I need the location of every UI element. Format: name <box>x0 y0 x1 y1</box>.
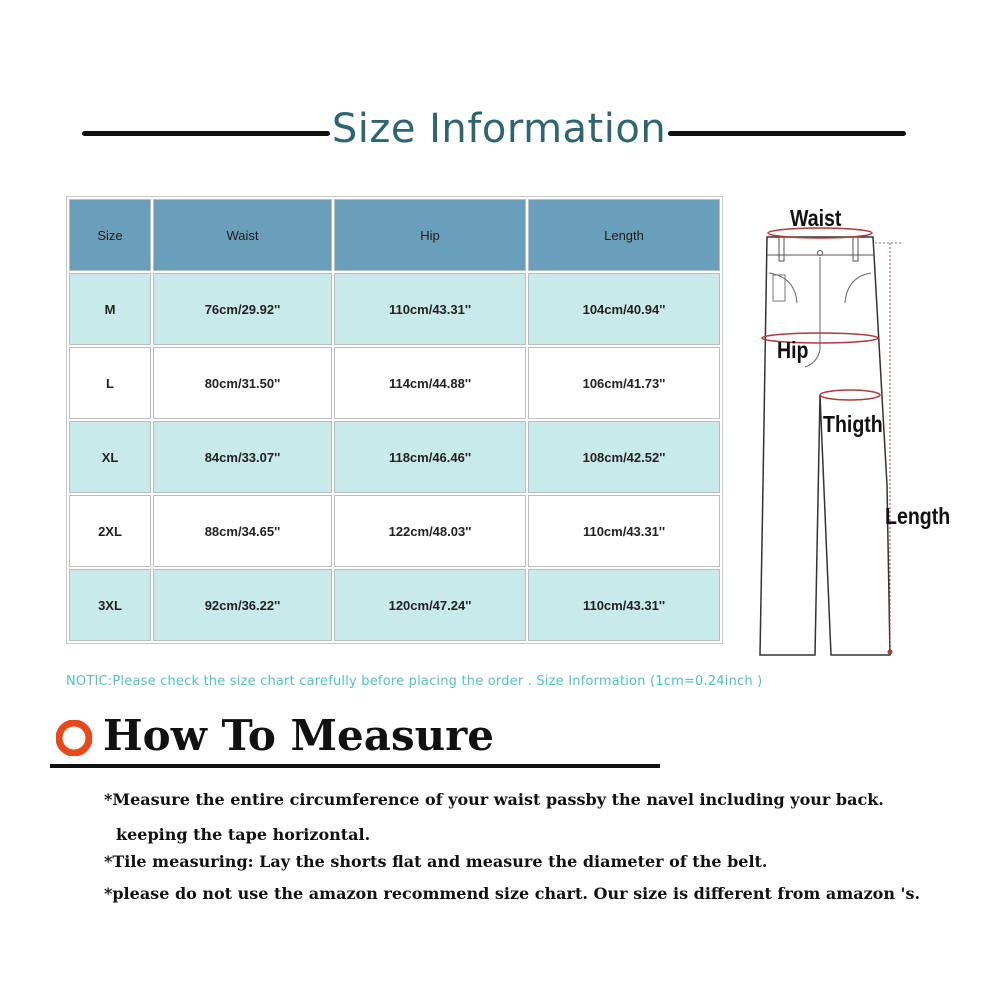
cell-length: 110cm/43.31'' <box>528 495 720 567</box>
cell-length: 108cm/42.52'' <box>528 421 720 493</box>
page-title: Size Information <box>331 106 667 152</box>
header-waist: Waist <box>153 199 332 271</box>
diagram-label-waist: Waist <box>790 205 842 231</box>
table-header-row <box>69 199 720 271</box>
table-row <box>69 495 720 567</box>
how-to-measure-header <box>50 705 670 775</box>
header-length: Length <box>528 199 720 271</box>
diagram-label-hip: Hip <box>777 337 809 363</box>
cell-waist: 92cm/36.22'' <box>153 569 332 641</box>
cell-size: 2XL <box>69 495 151 567</box>
table-row <box>69 273 720 345</box>
title-divider-left <box>82 131 330 136</box>
cell-hip: 114cm/44.88'' <box>334 347 526 419</box>
table-row <box>69 347 720 419</box>
cell-waist: 76cm/29.92'' <box>153 273 332 345</box>
header-size: Size <box>69 199 151 271</box>
how-to-underline <box>50 764 660 768</box>
table-row <box>69 421 720 493</box>
cell-waist: 88cm/34.65'' <box>153 495 332 567</box>
title-divider-right <box>668 131 906 136</box>
cell-hip: 120cm/47.24'' <box>334 569 526 641</box>
cell-length: 106cm/41.73'' <box>528 347 720 419</box>
table-row <box>69 569 720 641</box>
instruction-line: *Tile measuring: Lay the shorts flat and measure the diameter of the belt. <box>104 852 768 871</box>
cell-size: 3XL <box>69 569 151 641</box>
size-notice: NOTIC:Please check the size chart carefully before placing the order . Size Information (1cm=0.24inch ) <box>66 674 763 689</box>
header-hip: Hip <box>334 199 526 271</box>
cell-size: M <box>69 273 151 345</box>
cell-hip: 118cm/46.46'' <box>334 421 526 493</box>
cell-hip: 110cm/43.31'' <box>334 273 526 345</box>
cell-size: L <box>69 347 151 419</box>
diagram-label-thigh: Thigth <box>823 411 883 437</box>
pants-measurement-diagram <box>735 185 960 665</box>
circle-bullet-icon <box>56 720 92 756</box>
cell-waist: 84cm/33.07'' <box>153 421 332 493</box>
instruction-line: *please do not use the amazon recommend size chart. Our size is different from amazon 's. <box>104 884 921 903</box>
cell-hip: 122cm/48.03'' <box>334 495 526 567</box>
cell-length: 110cm/43.31'' <box>528 569 720 641</box>
how-to-measure-title: How To Measure <box>103 711 495 760</box>
instruction-line: keeping the tape horizontal. <box>116 825 371 844</box>
instruction-line: *Measure the entire circumference of your waist passby the navel including your back. <box>104 790 884 809</box>
cell-length: 104cm/40.94'' <box>528 273 720 345</box>
cell-size: XL <box>69 421 151 493</box>
size-chart-table <box>66 196 723 644</box>
cell-waist: 80cm/31.50'' <box>153 347 332 419</box>
diagram-label-length: Length <box>885 503 951 529</box>
size-info-title-block <box>0 100 1000 170</box>
